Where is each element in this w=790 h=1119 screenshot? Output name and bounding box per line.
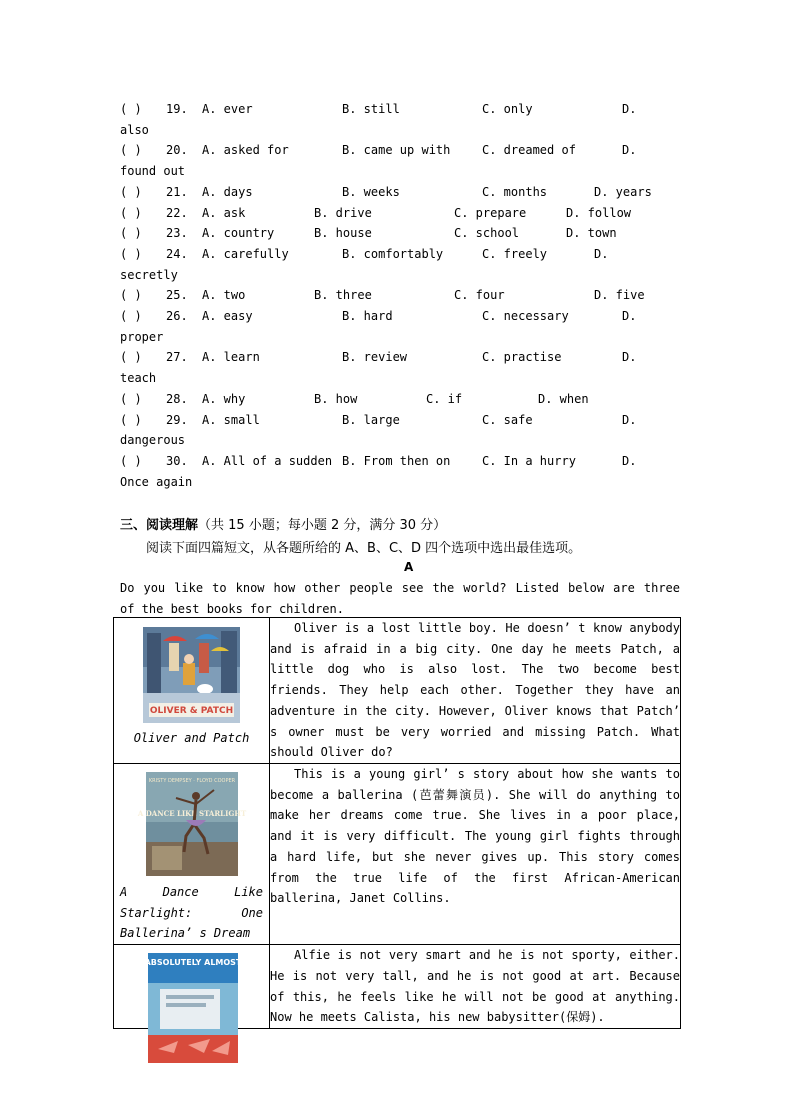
oliver-and-patch-cover-image — [143, 627, 240, 723]
question-row — [120, 206, 680, 226]
book-description-dance: This is a young girl’ s story about how she wants to become a ballerina (芭蕾舞演员). She will do anything to make her dreams come true. She lives in a poor place, and it is very difficult. The young girl fights through a hard life, but she never gives up. This story comes from the true life of the first African-American ballerina, Janet Collins. — [270, 767, 680, 906]
option-b: B. review — [342, 350, 408, 365]
question-number: 20. — [166, 143, 188, 158]
question-row — [120, 288, 680, 308]
question-row — [120, 413, 680, 433]
option-a: A. small — [202, 412, 260, 427]
option-b: B. still — [342, 102, 400, 116]
option-c: C. practise — [482, 350, 562, 365]
book-description-cell — [270, 945, 681, 1029]
book-description-absolutely: Alfie is not very smart and he is not sporty, either. He is not very tall, and he is not good at art. Because of this, he feels like he will not be good at anything. Now he meets Calista, his new babysitter(保姆). — [270, 948, 680, 1025]
question-row — [120, 143, 680, 163]
option-c: C. school — [454, 226, 520, 241]
option-c: C. safe — [482, 412, 533, 427]
option-d-wrapped-text: secretly — [120, 267, 178, 282]
option-b: B. hard — [342, 309, 393, 323]
option-d-wrapped-text: also — [120, 122, 149, 137]
option-c: C. necessary — [482, 309, 569, 323]
section-title-detail: （共 15 小题；每小题 2 分，满分 30 分） — [198, 518, 447, 533]
option-b: B. house — [314, 226, 372, 241]
question-row — [120, 454, 680, 474]
answer-blank: ( ) — [120, 205, 142, 220]
answer-blank: ( ) — [120, 412, 142, 427]
option-a: A. All of a sudden — [202, 453, 333, 468]
book-row-oliver — [114, 618, 681, 764]
option-a: A. learn — [202, 350, 260, 365]
question-number: 21. — [166, 184, 188, 199]
option-d: D. — [622, 143, 637, 158]
passage-intro-line1: Do you like to know how other people see the world? Listed below are three — [120, 581, 680, 595]
oliver-cover-title: OLIVER & PATCH — [149, 706, 234, 716]
question-row — [120, 102, 680, 122]
option-d: D. — [622, 412, 637, 427]
option-a: A. ask — [202, 205, 246, 220]
question-number: 26. — [166, 309, 188, 323]
option-a: A. ever — [202, 102, 253, 116]
option-d: D. town — [566, 226, 617, 241]
option-c: C. In a hurry — [482, 453, 576, 468]
option-c: C. if — [426, 391, 463, 406]
answer-blank: ( ) — [120, 309, 142, 323]
option-a: A. country — [202, 226, 275, 241]
question-number: 29. — [166, 412, 188, 427]
option-d-wrapped-text: dangerous — [120, 433, 186, 448]
passage-intro-line2: of the best books for children. — [120, 602, 344, 616]
option-c: C. dreamed of — [482, 143, 576, 158]
question-row — [120, 392, 680, 412]
book-description-cell — [270, 764, 681, 945]
option-b: B. comfortably — [342, 246, 444, 261]
dance-like-starlight-cover-image — [137, 772, 246, 876]
svg-text:KRISTY DEMPSEY · FLOYD COOPER: KRISTY DEMPSEY · FLOYD COOPER — [148, 778, 235, 784]
book-cover-cell — [114, 945, 270, 1029]
option-a: A. two — [202, 288, 246, 303]
question-row — [120, 350, 680, 370]
section-title — [120, 514, 446, 533]
option-d: D. follow — [566, 205, 632, 220]
question-row — [120, 185, 680, 205]
answer-blank: ( ) — [120, 391, 142, 406]
passage-letter: A — [404, 560, 414, 574]
option-b: B. large — [342, 412, 400, 427]
section-title-bold: 三、阅读理解 — [120, 518, 199, 533]
option-c: C. prepare — [454, 205, 527, 220]
option-b: B. came up with — [342, 143, 451, 158]
dance-cover-title: A DANCE LIKE STARLIGHT — [137, 809, 246, 818]
option-a: A. days — [202, 184, 253, 199]
option-d: D. — [622, 309, 637, 323]
question-number: 27. — [166, 350, 188, 365]
option-c: C. freely — [482, 246, 548, 261]
option-d-wrapped-text: proper — [120, 329, 164, 344]
answer-blank: ( ) — [120, 143, 142, 158]
option-b: B. three — [314, 288, 372, 303]
book-cover-cell — [114, 618, 270, 764]
option-d: D. — [622, 102, 637, 116]
answer-blank: ( ) — [120, 102, 142, 116]
answer-blank: ( ) — [120, 288, 142, 303]
option-d: D. — [594, 246, 609, 261]
book-title-dance: A Dance Like Starlight: One Ballerina’ s Dream — [120, 885, 263, 941]
absolutely-cover-title: ABSOLUTELY ALMOST — [144, 958, 242, 968]
book-title-oliver: Oliver and Patch — [133, 731, 250, 745]
option-d-wrapped-text: teach — [120, 371, 157, 386]
absolutely-almost-cover-image — [144, 953, 242, 1063]
option-d: D. — [622, 350, 637, 365]
answer-blank: ( ) — [120, 184, 142, 199]
book-table — [113, 617, 681, 1029]
question-number: 24. — [166, 246, 188, 261]
option-d: D. years — [594, 184, 652, 199]
option-d: D. — [622, 453, 637, 468]
option-b: B. drive — [314, 205, 372, 220]
question-number: 22. — [166, 205, 188, 220]
book-row-dance — [114, 764, 681, 945]
book-cover-cell — [114, 764, 270, 945]
answer-blank: ( ) — [120, 246, 142, 261]
option-d: D. when — [538, 391, 589, 406]
option-a: A. why — [202, 391, 246, 406]
question-row — [120, 247, 680, 267]
option-d-wrapped-text: Once again — [120, 474, 193, 489]
option-a: A. asked for — [202, 143, 289, 158]
question-row — [120, 226, 680, 246]
section-instruction: 阅读下面四篇短文，从各题所给的 A、B、C、D 四个选项中选出最佳选项。 — [146, 541, 582, 556]
question-number: 19. — [166, 102, 188, 116]
question-number: 30. — [166, 453, 188, 468]
option-b: B. how — [314, 391, 358, 406]
option-d-wrapped-text: found out — [120, 164, 186, 179]
question-row — [120, 309, 680, 329]
answer-blank: ( ) — [120, 226, 142, 241]
option-c: C. four — [454, 288, 505, 303]
question-number: 28. — [166, 391, 188, 406]
option-c: C. only — [482, 102, 533, 116]
book-description-oliver: Oliver is a lost little boy. He doesn’ t know anybody and is afraid in a big city. One day he meets Patch, a little dog who is also lost. The two become best friends. They help each other. Together they have an adventure in the city. However, Oliver knows that Patch’ s owner must be very worried and missing Patch. What should Oliver do? — [270, 621, 680, 760]
option-a: A. easy — [202, 309, 253, 323]
option-b: B. weeks — [342, 184, 400, 199]
option-b: B. From then on — [342, 453, 451, 468]
option-d: D. five — [594, 288, 645, 303]
question-number: 23. — [166, 226, 188, 241]
option-a: A. carefully — [202, 246, 289, 261]
answer-blank: ( ) — [120, 453, 142, 468]
answer-blank: ( ) — [120, 350, 142, 365]
book-description-cell — [270, 618, 681, 764]
question-number: 25. — [166, 288, 188, 303]
option-c: C. months — [482, 184, 548, 199]
book-row-absolutely — [114, 945, 681, 1029]
